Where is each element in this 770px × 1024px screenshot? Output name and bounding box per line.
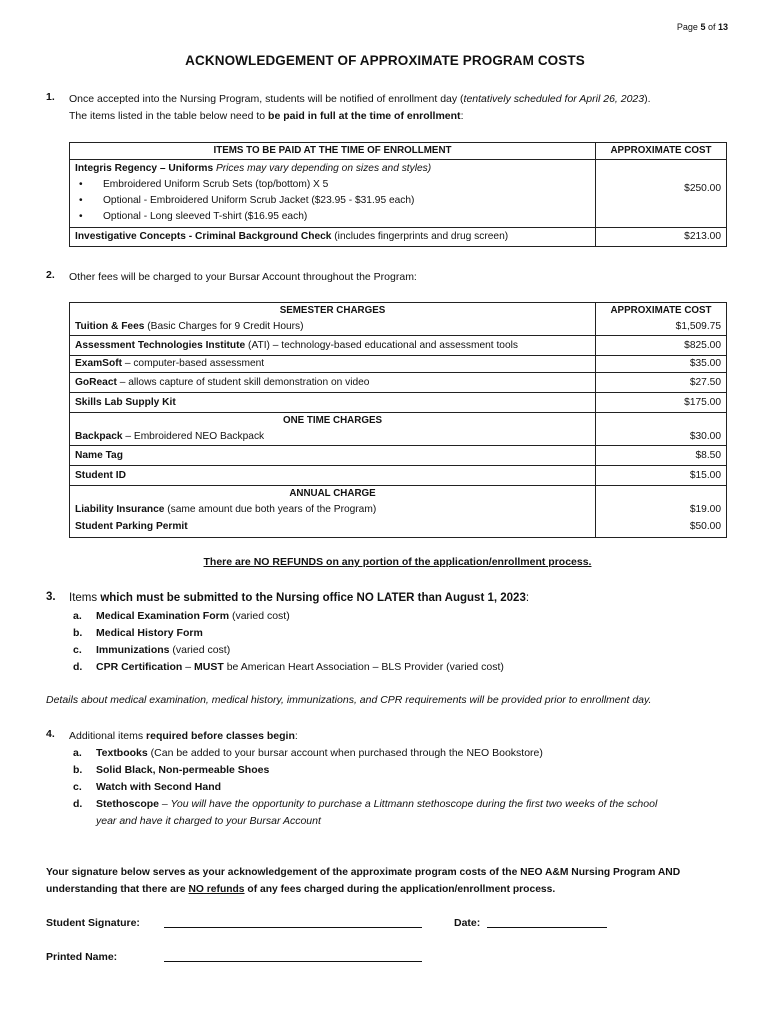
details-note: Details about medical examination, medical history, immunizations, and CPR requirements will be provided prior to enrollment day. <box>46 694 652 706</box>
table-row: Investigative Concepts - Criminal Background Check (includes fingerprints and drug screen) $213.00 <box>70 228 727 247</box>
table-row: ExamSoft – computer-based assessment $35.00 <box>70 356 727 373</box>
table-row: Integris Regency – Uniforms Prices may vary depending on sizes and styles) • Embroidered Uniform Scrub Sets (top/bottom) X 5 • Optional - Embroidered Uniform Scrub Jacket ($23.95 - $31.95 each) • Optional - Long sleeved T-shirt ($16.95 each) $250.00 <box>70 160 727 228</box>
list-item: d. Stethoscope – You will have the opportunity to purchase a Littmann stethoscope during the first two weeks of the school <box>73 798 658 810</box>
table-row: Tuition & Fees (Basic Charges for 9 Credit Hours) $1,509.75 <box>70 319 727 336</box>
table-row: Student Parking Permit $50.00 <box>70 518 727 537</box>
table-row: Backpack – Embroidered NEO Backpack $30.00 <box>70 429 727 446</box>
list-item: a. Medical Examination Form (varied cost) <box>73 610 290 622</box>
section-1-text-2: The items listed in the table below need to be paid in full at the time of enrollment: <box>69 110 464 122</box>
list-item: c. Watch with Second Hand <box>73 781 222 793</box>
date-field[interactable] <box>487 917 607 928</box>
annual-charge-header: ANNUAL CHARGE <box>70 486 596 503</box>
student-signature-field[interactable] <box>164 917 422 928</box>
section-4-number: 4. <box>46 728 55 740</box>
table-row: GoReact – allows capture of student skill demonstration on video $27.50 <box>70 373 727 393</box>
table-row: Assessment Technologies Institute (ATI) – technology-based educational and assessment tools $825.00 <box>70 336 727 356</box>
table-header-cost: APPROXIMATE COST <box>596 303 727 320</box>
acknowledgement-text-2: understanding that there are NO refunds of any fees charged during the application/enrollment process. <box>46 884 556 895</box>
list-item: a. Textbooks (Can be added to your bursar account when purchased through the NEO Bookstore) <box>73 747 543 759</box>
section-1-text: Once accepted into the Nursing Program, students will be notified of enrollment day (tentatively scheduled for April 26, 2023). <box>69 93 651 105</box>
table-header-items: ITEMS TO BE PAID AT THE TIME OF ENROLLMENT <box>70 143 596 160</box>
section-4-list <box>73 745 657 830</box>
section-3-list <box>73 608 504 676</box>
list-item: • Optional - Long sleeved T-shirt ($16.95 each) <box>79 211 308 222</box>
table-row: Student ID $15.00 <box>70 466 727 486</box>
page-title: ACKNOWLEDGEMENT OF APPROXIMATE PROGRAM COSTS <box>185 53 585 68</box>
section-1-number: 1. <box>46 91 55 103</box>
section-2-text: Other fees will be charged to your Bursar Account throughout the Program: <box>69 271 417 283</box>
student-signature-label: Student Signature: <box>46 917 140 929</box>
section-3-number: 3. <box>46 591 56 603</box>
list-item: c. Immunizations (varied cost) <box>73 644 231 656</box>
enrollment-items-table <box>69 142 727 247</box>
table-row: Name Tag $8.50 <box>70 446 727 466</box>
printed-name-label: Printed Name: <box>46 951 118 963</box>
semester-charges-header: SEMESTER CHARGES <box>70 303 596 320</box>
section-3-text: Items which must be submitted to the Nursing office NO LATER than August 1, 2023: <box>69 592 530 604</box>
one-time-charges-header: ONE TIME CHARGES <box>70 413 596 430</box>
table-row: Skills Lab Supply Kit $175.00 <box>70 393 727 413</box>
list-item-continuation: year and have it charged to your Bursar Account <box>96 815 321 827</box>
no-refunds-notice: There are NO REFUNDS on any portion of the application/enrollment process. <box>203 556 592 568</box>
section-2-number: 2. <box>46 269 55 281</box>
page-number: Page 5 of 13 <box>676 22 728 32</box>
acknowledgement-text: Your signature below serves as your acknowledgement of the approximate program costs of the NEO A&M Nursing Program AND <box>46 867 681 878</box>
table-row: Liability Insurance (same amount due both years of the Program) $19.00 <box>70 502 727 518</box>
printed-name-field[interactable] <box>164 951 422 962</box>
date-label: Date: <box>454 917 481 929</box>
list-item: • Optional - Embroidered Uniform Scrub Jacket ($23.95 - $31.95 each) <box>79 195 415 206</box>
bursar-charges-table <box>69 302 727 538</box>
list-item: d. CPR Certification – MUST be American Heart Association – BLS Provider (varied cost) <box>73 661 504 673</box>
list-item: b. Medical History Form <box>73 627 203 639</box>
list-item: • Embroidered Uniform Scrub Sets (top/bottom) X 5 <box>79 179 329 190</box>
list-item: b. Solid Black, Non-permeable Shoes <box>73 764 270 776</box>
table-header-cost: APPROXIMATE COST <box>596 143 727 160</box>
section-4-text: Additional items required before classes begin: <box>69 730 298 742</box>
